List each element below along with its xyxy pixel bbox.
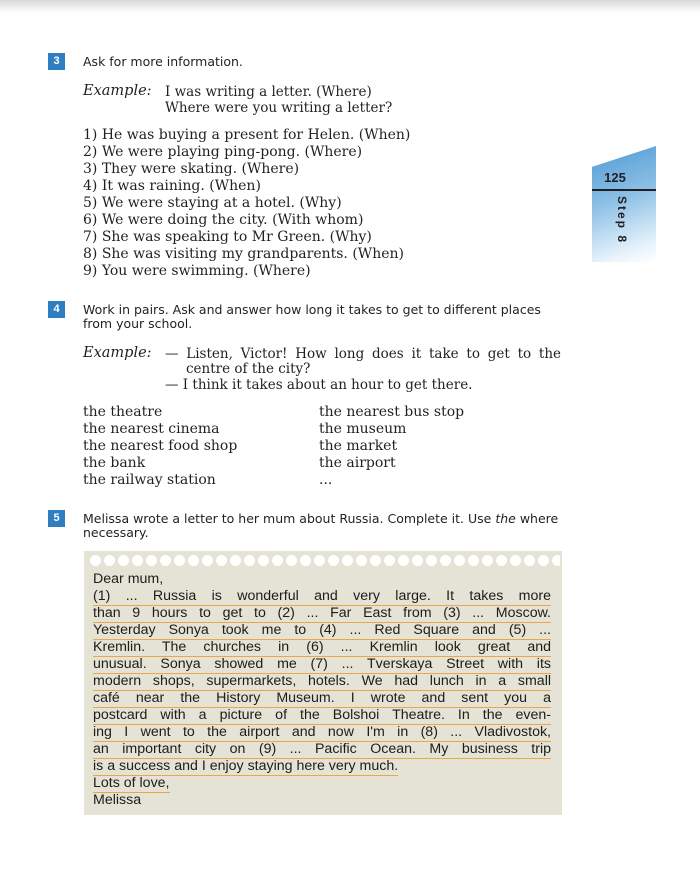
exercise-5-instruction: Melissa wrote a letter to her mum about Russia. Complete it. Use the where necessary. — [83, 511, 559, 540]
exercise-3-item: 6) We were doing the city. (With whom) — [83, 212, 364, 228]
letter-line: is a success and I enjoy staying here very much. — [93, 758, 399, 774]
exercise-3-number: 3 — [48, 53, 65, 70]
exercise-4-example-line: — I think it takes about an hour to get there. — [165, 377, 473, 393]
exercise-4-number: 4 — [48, 301, 65, 318]
exercise-4-example-line: centre of the city? — [186, 361, 311, 377]
place-item: the nearest cinema — [83, 421, 220, 437]
letter-line: (1) ... Russia is wonderful and very large. It takes more — [93, 588, 551, 604]
letter-line: than 9 hours to get to (2) ... Far East from (3) ... Moscow. — [93, 605, 551, 621]
letter-signature: Melissa — [93, 792, 142, 808]
place-item: the nearest bus stop — [319, 404, 465, 420]
exercise-3-item: 9) You were swimming. (Where) — [83, 263, 311, 279]
exercise-3-item: 2) We were playing ping-pong. (Where) — [83, 144, 363, 160]
exercise-3-item: 8) She was visiting my grandparents. (When) — [83, 246, 404, 262]
exercise-3-item: 5) We were staying at a hotel. (Why) — [83, 195, 342, 211]
exercise-3-example-label: Example: — [83, 83, 152, 99]
letter-dots-decoration — [90, 555, 560, 567]
place-item: the railway station — [83, 472, 216, 488]
exercise-3-instruction: Ask for more information. — [83, 54, 243, 69]
place-item: the museum — [319, 421, 407, 437]
exercise-3-example-line: Where were you writing a letter? — [165, 100, 393, 116]
exercise-3-item: 1) He was buying a present for Helen. (When) — [83, 127, 411, 143]
letter-line: modern shops, supermarkets, hotels. We had lunch in a small — [93, 673, 551, 689]
exercise-3-item: 7) She was speaking to Mr Green. (Why) — [83, 229, 372, 245]
letter-greeting: Dear mum, — [93, 571, 164, 587]
exercise-4-example-line: — Listen, Victor! How long does it take to get to the — [165, 346, 561, 362]
place-item: the theatre — [83, 404, 163, 420]
letter-line: an important city on (9) ... Pacific Ocean. My business trip — [93, 741, 551, 757]
exercise-3-item: 3) They were skating. (Where) — [83, 161, 300, 177]
letter-line: Kremlin. The churches in (6) ... Kremlin look great and — [93, 639, 551, 655]
step-label: Step 8 — [615, 196, 629, 245]
letter-line: café near the History Museum. I wrote and sent you a — [93, 690, 551, 706]
page-tab-divider — [592, 189, 656, 191]
exercise-4-example-label: Example: — [83, 345, 152, 361]
place-item: ... — [319, 472, 333, 488]
letter-line: unusual. Sonya showed me (7) ... Tverskaya Street with its — [93, 656, 551, 672]
place-item: the airport — [319, 455, 396, 471]
exercise-5-number: 5 — [48, 510, 65, 527]
exercise-4-instruction: Work in pairs. Ask and answer how long it takes to get to different places from your school. — [83, 302, 541, 331]
letter-line: postcard with a picture of the Bolshoi Theatre. In the even- — [93, 707, 551, 723]
letter-closing: Lots of love, — [93, 775, 170, 791]
page-top-shadow — [0, 0, 700, 14]
letter-line: ing I went to the airport and now I'm in (8) ... Vladivostok, — [93, 724, 551, 740]
page-number: 125 — [604, 170, 626, 185]
exercise-3-item: 4) It was raining. (When) — [83, 178, 261, 194]
place-item: the market — [319, 438, 398, 454]
place-item: the bank — [83, 455, 146, 471]
place-item: the nearest food shop — [83, 438, 238, 454]
exercise-3-example-line: I was writing a letter. (Where) — [165, 84, 372, 100]
letter-line: Yesterday Sonya took me to (4) ... Red Square and (5) ... — [93, 622, 551, 638]
